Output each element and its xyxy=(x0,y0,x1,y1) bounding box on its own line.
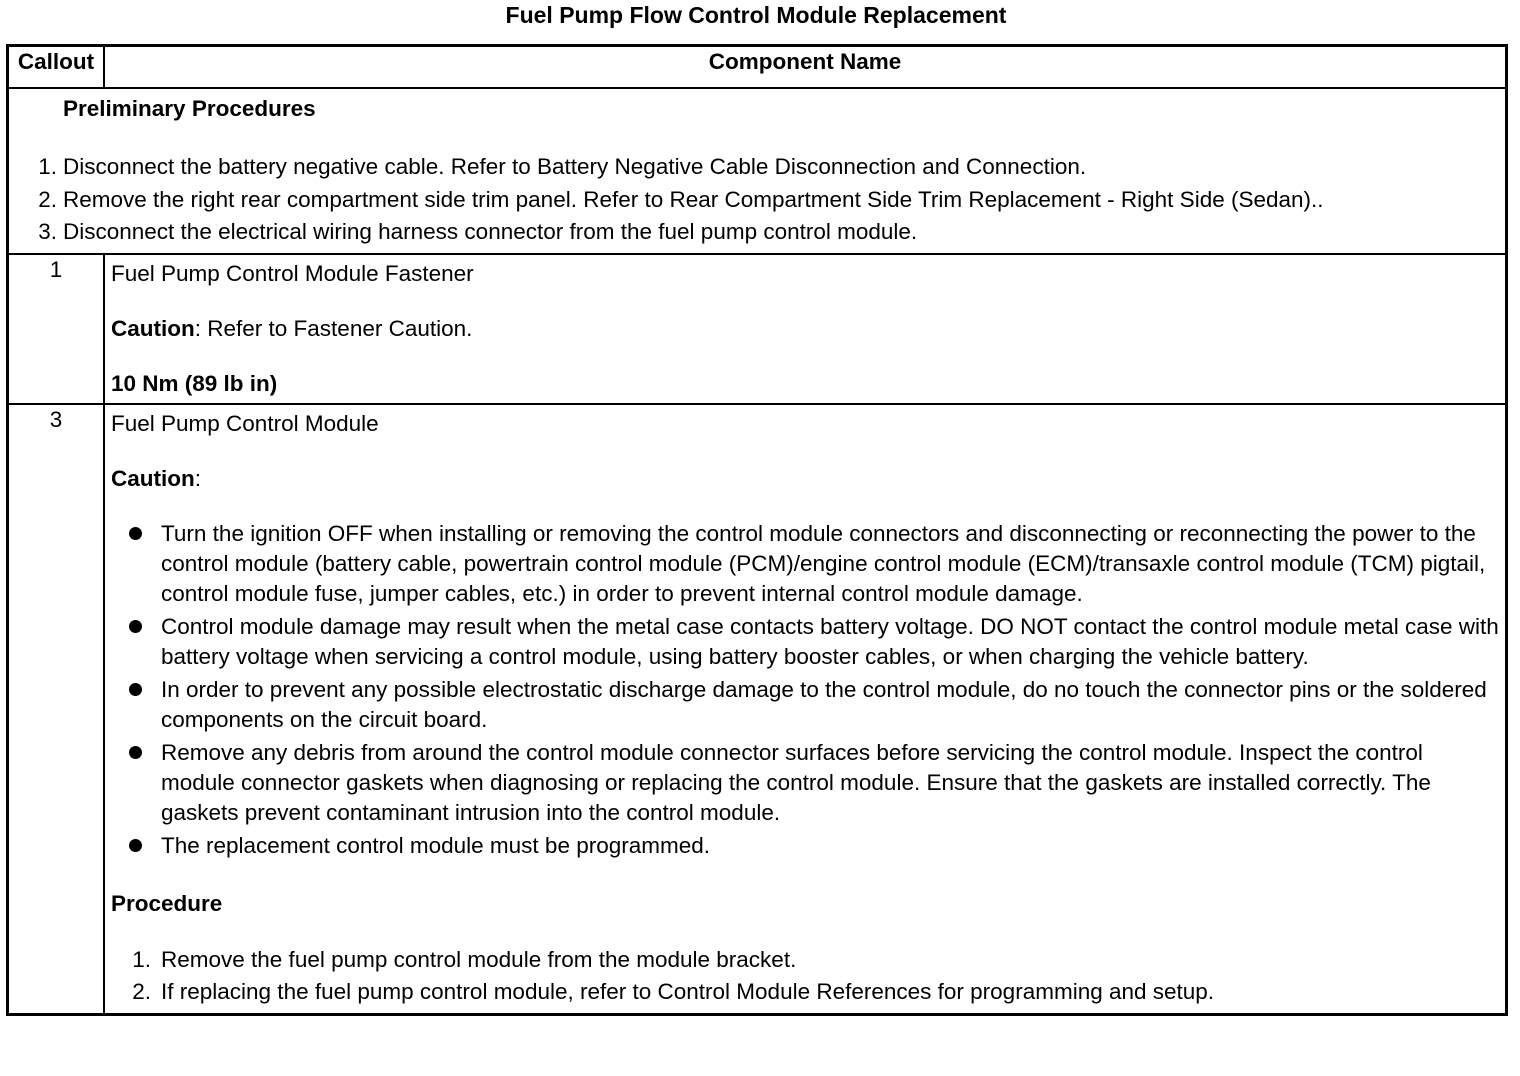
procedure-heading: Procedure xyxy=(111,890,223,916)
step-number: 2. xyxy=(38,186,57,212)
header-callout: Callout xyxy=(8,46,105,89)
procedure-steps xyxy=(111,944,1499,1009)
table-row xyxy=(8,254,1507,404)
bullet-icon xyxy=(129,527,142,540)
caution-colon: : xyxy=(194,465,202,491)
component-name: Fuel Pump Control Module xyxy=(111,410,379,436)
list-item xyxy=(111,944,1499,977)
preliminary-steps xyxy=(17,151,1497,249)
table-row xyxy=(8,404,1507,1015)
step-text: Disconnect the battery negative cable. Refer to Battery Negative Cable Disconnection and Connection. xyxy=(63,154,1087,179)
caution-colon: : xyxy=(194,315,202,341)
caution-label: Caution xyxy=(111,465,195,491)
list-item xyxy=(111,976,1499,1009)
preliminary-heading: Preliminary Procedures xyxy=(63,96,316,121)
component-cell xyxy=(104,404,1507,1015)
callout-number: 1 xyxy=(8,254,105,404)
step-number: 2. xyxy=(132,979,151,1004)
table-header-row xyxy=(8,46,1507,89)
list-item xyxy=(111,831,1499,861)
bullet-text: Turn the ignition OFF when installing or removing the control module connectors and disconnecting or reconnecting the power to the control module (battery cable, powertrain control module (PCM)/engine control module (ECM)/transaxle control module (TCM) pigtail, control module fuse, jumper cables, etc.) in order to prevent internal control module damage. xyxy=(161,520,1486,606)
step-number: 1. xyxy=(132,946,151,972)
component-name: Fuel Pump Control Module Fastener xyxy=(111,260,474,286)
caution-text: Refer to Fastener Caution. xyxy=(201,315,473,341)
list-item xyxy=(17,216,1497,249)
caution-label: Caution xyxy=(111,315,195,341)
procedure-table xyxy=(6,44,1508,1016)
torque-spec: 10 Nm (89 lb in) xyxy=(111,370,278,396)
step-number: 1. xyxy=(38,154,57,179)
step-text: Disconnect the electrical wiring harness connector from the fuel pump control module. xyxy=(63,219,918,244)
bullet-icon xyxy=(129,683,142,696)
list-item xyxy=(111,738,1499,828)
preliminary-row xyxy=(8,88,1507,254)
bullet-text: Remove any debris from around the control module connector surfaces before servicing the control module. Inspect the control module connector gaskets when diagnosing or replacing the control module. Ensure that the gaskets are installed correctly. The gaskets prevent contaminant intrusion into the control module. xyxy=(161,739,1431,825)
list-item xyxy=(111,519,1499,609)
component-cell xyxy=(104,254,1507,404)
list-item xyxy=(111,675,1499,735)
header-component-name: Component Name xyxy=(104,46,1507,89)
bullet-text: The replacement control module must be programmed. xyxy=(161,832,711,858)
preliminary-cell xyxy=(8,88,1507,254)
bullet-icon xyxy=(129,746,142,759)
caution-line xyxy=(111,314,1499,344)
step-number: 3. xyxy=(38,219,57,244)
bullet-icon xyxy=(129,620,142,633)
list-item xyxy=(17,184,1497,217)
step-text: Remove the fuel pump control module from the module bracket. xyxy=(161,946,797,972)
step-text: If replacing the fuel pump control module, refer to Control Module References for programming and setup. xyxy=(161,979,1215,1004)
bullet-icon xyxy=(129,839,142,852)
caution-line xyxy=(111,464,1499,494)
document-title: Fuel Pump Flow Control Module Replacement xyxy=(505,2,1007,28)
list-item xyxy=(111,612,1499,672)
step-text: Remove the right rear compartment side trim panel. Refer to Rear Compartment Side Trim Replacement - Right Side (Sedan).. xyxy=(63,186,1324,212)
callout-number: 3 xyxy=(8,404,105,1015)
list-item xyxy=(17,151,1497,184)
bullet-text: Control module damage may result when the metal case contacts battery voltage. DO NOT contact the control module metal case with battery voltage when servicing a control module, using battery booster cables, or when charging the vehicle battery. xyxy=(161,613,1499,669)
caution-bullets xyxy=(111,519,1499,861)
bullet-text: In order to prevent any possible electrostatic discharge damage to the control module, do no touch the connector pins or the soldered components on the circuit board. xyxy=(161,676,1487,732)
